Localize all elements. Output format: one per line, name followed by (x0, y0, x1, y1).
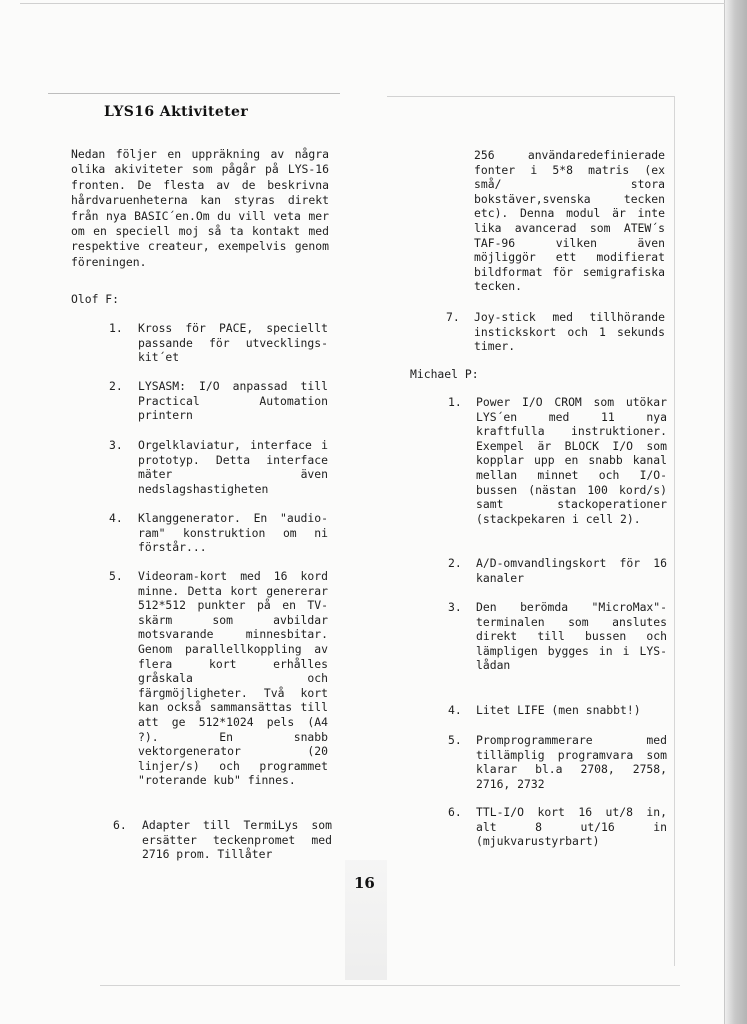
item-number: 1. (109, 321, 123, 335)
list-item (109, 438, 331, 500)
list-item (446, 310, 668, 356)
list-item (109, 511, 331, 557)
paste-up-edge-left (48, 93, 340, 94)
person-heading-michael: Michael P: (410, 367, 479, 381)
list-item (448, 805, 670, 851)
item-number: 4. (109, 511, 123, 525)
item-text: Promprogrammerare med tillämplig programvara som klarar bl.a 2708, 2758, 2716, 2732 (476, 733, 667, 791)
item-number: 4. (448, 703, 462, 717)
item-text: Adapter till TermiLys som ersätter teckenpromet med 2716 prom. Tillåter (142, 818, 332, 862)
item-number: 7. (446, 310, 460, 324)
list-item (109, 569, 331, 805)
item-text: TTL-I/O kort 16 ut/8 in, alt 8 ut/16 in (mjukvarustyrbart) (476, 805, 667, 849)
list-item (109, 379, 331, 425)
page-edge-line (724, 0, 725, 1024)
continued-item-text: 256 användaredefinierade fonter i 5*8 matris (ex små/ stora bokstäver,svenska tecken etc). Denna modul är inte lika avancerad som ATEW´s TAF-96 vilken även möjliggör ett modifierat bildformat för semigrafiska tecken. (474, 148, 665, 294)
item-number: 6. (448, 805, 462, 819)
item-number: 3. (109, 438, 123, 452)
paste-up-edge-vertical (674, 96, 675, 966)
scan-border-bottom (100, 985, 680, 986)
item-text: Litet LIFE (men snabbt!) (476, 703, 641, 717)
item-text: A/D-omvandlingskort för 16 kanaler (476, 556, 667, 585)
item-text: LYSASM: I/O anpassad till Practical Automation printern (138, 379, 328, 423)
page-number: 16 (354, 874, 375, 892)
intro-paragraph: Nedan följer en uppräkning av några olika akiviteter som pågår på LYS-16 fronten. De flesta av de beskrivna hårdvaruenheterna kan styras direkt från nya BASIC´en.Om du vill veta mer om en speciell moj så ta kontakt med respektive createur, exempelvis genom föreningen. (71, 147, 329, 269)
item-text: Joy-stick med tillhörande instickskort och 1 sekunds timer. (474, 310, 665, 354)
item-number: 2. (448, 556, 462, 570)
list-item (448, 733, 670, 795)
item-number: 6. (113, 818, 127, 832)
list-item (448, 556, 670, 588)
item-number: 2. (109, 379, 123, 393)
item-number: 5. (448, 733, 462, 747)
paste-up-edge-right (387, 96, 674, 97)
page-title: LYS16 Aktiviteter (104, 104, 249, 120)
item-text: Power I/O CROM som utökar LYS´en med 11 nya kraftfulla instruktioner. Exempel är BLOCK I/O som kopplar upp en snabb kanal mellan minnet och I/O-bussen (nästan 100 kord/s) samt stackoperationer (stackpekaren i cell 2). (476, 395, 667, 526)
item-number: 1. (448, 395, 462, 409)
item-number: 3. (448, 600, 462, 614)
person-heading-olof: Olof F: (71, 292, 120, 306)
item-text: Klanggenerator. En "audio-ram" konstruktion om ni förstår... (138, 511, 328, 555)
list-item (448, 600, 670, 692)
continued-text (446, 148, 668, 298)
item-number: 5. (109, 569, 123, 583)
list-item (109, 321, 331, 367)
item-text: Orgelklaviatur, interface i prototyp. Detta interface mäter även nedslagshastigheten (138, 438, 328, 496)
list-item (448, 703, 670, 721)
scan-border-top (20, 3, 725, 4)
item-text: Kross för PACE, speciellt passande för utvecklings-kit´et (138, 321, 328, 365)
list-item (448, 395, 670, 543)
list-item (113, 818, 335, 864)
page-edge-shadow (725, 0, 747, 1024)
item-text: Videoram-kort med 16 kord minne. Detta kort genererar 512*512 punkter på en TV-skärm som avbildar motsvarande minnesbitar. Genom parallellkoppling av flera kort erhålles gråskala och färgmöjligheter. Två kort kan också sammansättas till att ge 512*1024 pels (A4 ?). En snabb vektorgenerator (20 linjer/s) och programmet "roterande kub" finnes. (138, 569, 328, 788)
item-text: Den berömda "MicroMax"-terminalen som anslutes direkt till bussen och lämpligen bygges in i LYS-lådan (476, 600, 667, 673)
